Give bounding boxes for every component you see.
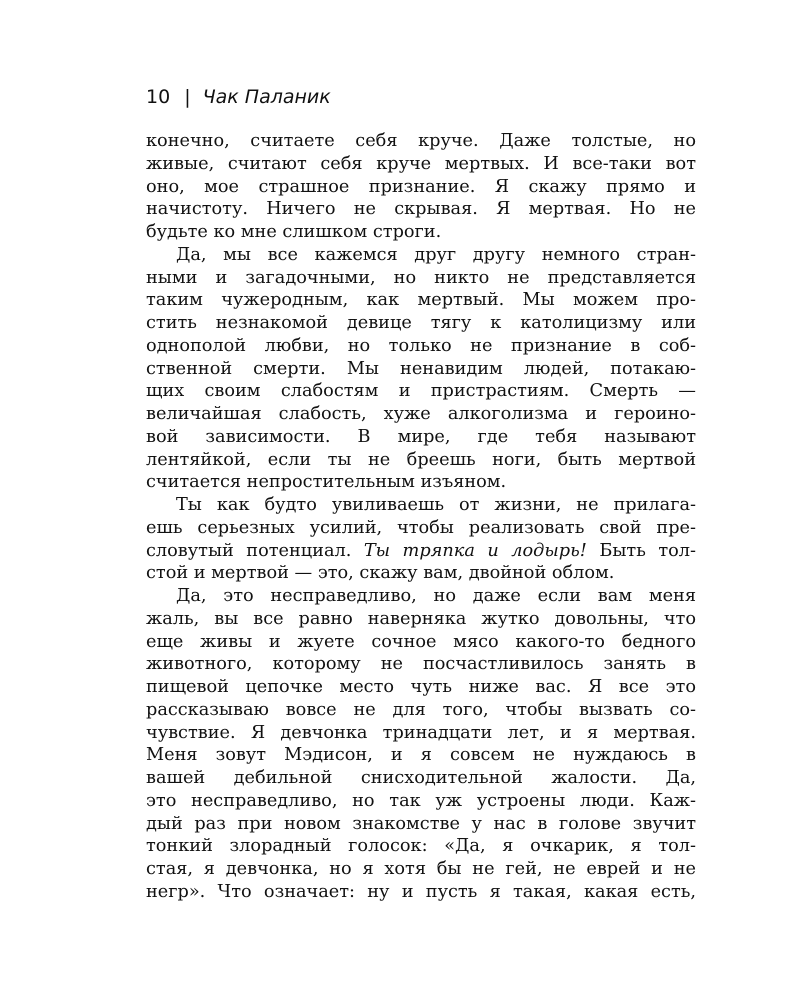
text-line: Ты как будто увиливаешь от жизни, не прилага- [176, 495, 696, 515]
author-name: Чак Паланик [202, 86, 331, 108]
text-line: Да, мы все кажемся друг другу немного стран- [176, 244, 696, 265]
text-line: ешь серьезных усилий, чтобы реализовать свой пре- [146, 517, 696, 538]
paragraph-3 [146, 494, 696, 585]
text-line: считается непростительным изъяном. [146, 472, 507, 493]
text-line: животного, которому не посчастливилось занять в [146, 654, 696, 675]
text-line: будьте ко мне слишком строги. [146, 222, 442, 242]
text-line: рассказываю вовсе не для того, чтобы вызвать со- [146, 699, 696, 720]
paragraph-1 [146, 130, 696, 244]
italic-phrase: Ты тряпка и лодырь! [363, 540, 587, 561]
text-line: однополой любви, но только не признание в соб- [146, 335, 696, 356]
text-line: это несправедливо, но так уж устроены люди. Каж- [146, 790, 696, 811]
body-text [146, 130, 696, 904]
text-line: стой и мертвой — это, скажу вам, двойной облом. [146, 563, 615, 584]
header-separator: | [184, 86, 191, 108]
text-line-mixed [146, 540, 696, 563]
text-line: величайшая слабость, хуже алкоголизма и героино- [146, 404, 696, 424]
running-header [146, 86, 331, 116]
text-line: живые, считают себя круче мертвых. И все-таки вот [146, 153, 696, 174]
text-line: дый раз при новом знакомстве у нас в голове звучит [146, 813, 696, 834]
text-segment: Быть тол- [599, 540, 696, 561]
paragraph-2 [146, 244, 696, 494]
text-line: пищевой цепочке место чуть ниже вас. Я все это [146, 677, 696, 697]
text-line: негр». Что означает: ну и пусть я такая, какая есть, [146, 881, 696, 902]
text-segment: словутый потенциал. [146, 540, 352, 561]
text-line: оно, мое страшное признание. Я скажу прямо и [146, 176, 696, 197]
text-line: стить незнакомой девице тягу к католицизму или [146, 313, 696, 333]
text-line: вой зависимости. В мире, где тебя называют [146, 426, 696, 447]
text-line: Меня зовут Мэдисон, и я совсем не нуждаюсь в [146, 745, 696, 766]
text-line: вашей дебильной снисходительной жалости. Да, [146, 768, 696, 788]
text-line: тонкий злорадный голосок: «Да, я очкарик, я тол- [146, 836, 696, 857]
text-line: начистоту. Ничего не скрывая. Я мертвая. Но не [146, 199, 696, 220]
paragraph-4 [146, 585, 696, 904]
text-line: жаль, вы все равно наверняка жутко довольны, что [146, 608, 696, 629]
text-line: ными и загадочными, но никто не представляется [146, 267, 696, 288]
text-line: конечно, считаете себя круче. Даже толстые, но [146, 131, 696, 151]
text-line: стая, я девчонка, но я хотя бы не гей, не еврей и не [146, 859, 696, 879]
page-number: 10 [146, 86, 171, 108]
text-line: еще живы и жуете сочное мясо какого-то бедного [146, 631, 696, 652]
text-line: таким чужеродным, как мертвый. Мы можем про- [146, 290, 696, 311]
text-line: щих своим слабостям и пристрастиям. Смерть — [146, 381, 696, 402]
text-line: ственной смерти. Мы ненавидим людей, потакаю- [146, 358, 696, 379]
text-line: чувствие. Я девчонка тринадцати лет, и я мертвая. [146, 722, 696, 743]
text-line: лентяйкой, если ты не бреешь ноги, быть мертвой [146, 449, 696, 470]
text-line: Да, это несправедливо, но даже если вам меня [176, 586, 696, 606]
